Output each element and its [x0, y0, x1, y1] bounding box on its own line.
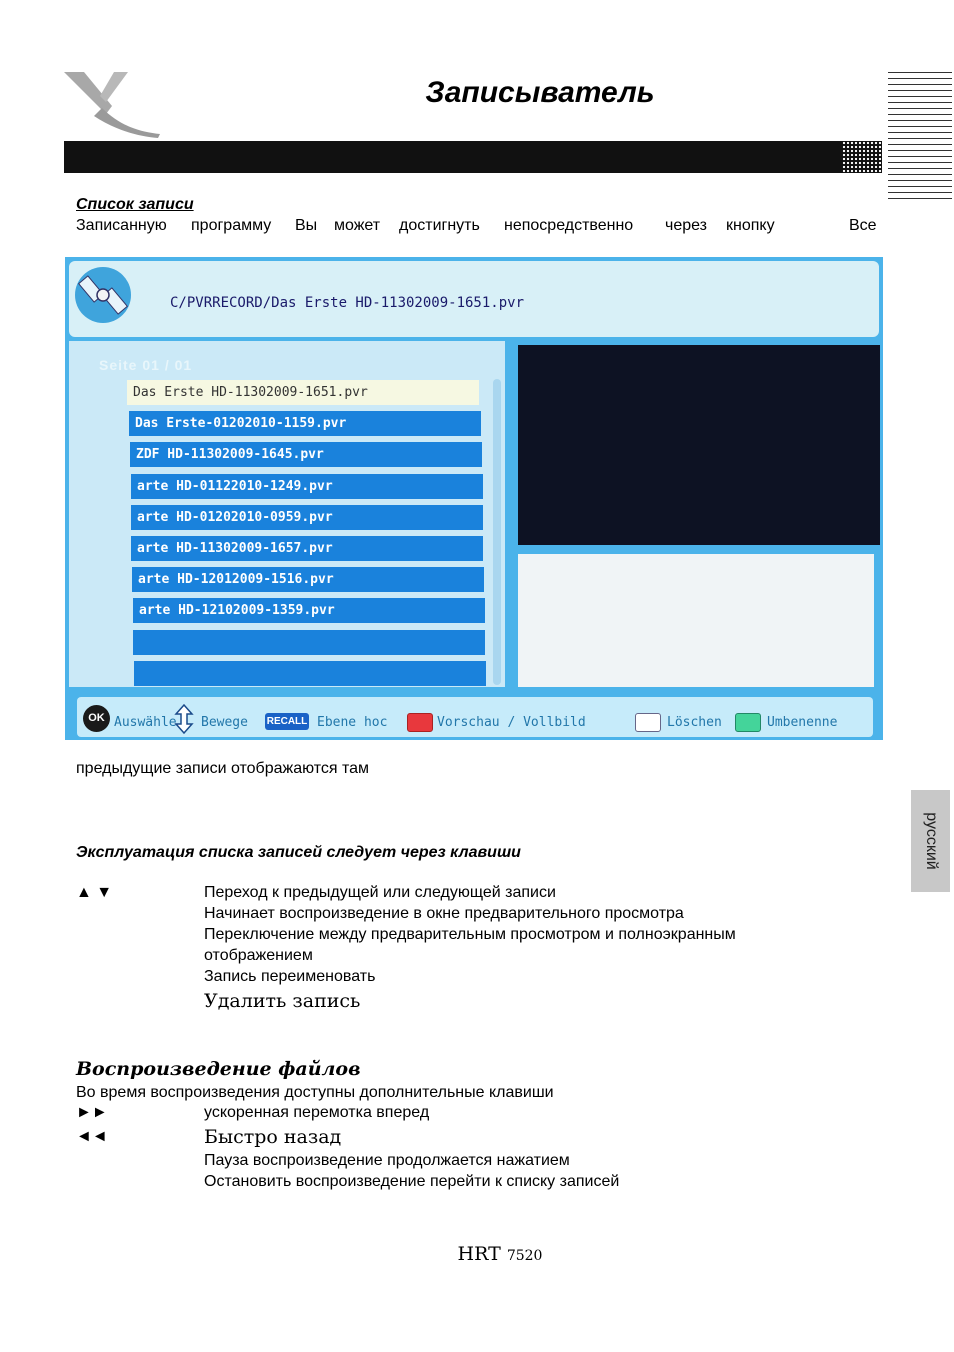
- file-row[interactable]: arte HD-01122010-1249.pvr: [131, 474, 483, 499]
- key-symbol-rewind: ◄◄: [76, 1128, 108, 1145]
- file-row[interactable]: Das Erste-01202010-1159.pvr: [129, 411, 481, 436]
- key-description: Начинает воспроизведение в окне предварительного просмотра: [204, 905, 684, 922]
- page-indicator: Seite 01 / 01: [99, 357, 193, 373]
- ok-key-icon: OK: [83, 705, 110, 732]
- section-heading-record-list: Список записи: [76, 196, 194, 213]
- up-down-arrow-icon: [173, 703, 195, 735]
- key-description: Быстро назад: [204, 1126, 342, 1148]
- file-row[interactable]: [134, 661, 486, 686]
- hint-preview: Vorschau / Vollbild: [437, 715, 586, 730]
- hint-move: Bewege: [201, 715, 248, 730]
- key-description: Удалить запись: [204, 990, 361, 1012]
- recall-key-icon: RECALL: [265, 713, 309, 730]
- preview-info-panel: [518, 554, 874, 687]
- key-description: Переход к предыдущей или следующей записи: [204, 884, 556, 901]
- key-symbol-up-down: ▲ ▼: [76, 884, 113, 901]
- green-key-icon: [735, 713, 761, 732]
- file-row[interactable]: [133, 630, 485, 655]
- footer-brand-name: HRT: [457, 1243, 501, 1265]
- file-row[interactable]: arte HD-01202010-0959.pvr: [131, 505, 483, 530]
- key-symbol-fast-forward: ►►: [76, 1104, 108, 1121]
- hint-rename: Umbenenne: [767, 715, 838, 730]
- key-description: ускоренная перемотка вперед: [204, 1104, 430, 1121]
- footer-model: [0, 1243, 954, 1265]
- satellite-icon: [71, 263, 135, 327]
- section-heading-operation: Эксплуатация списка записей следует через клавиши: [76, 844, 521, 861]
- file-row[interactable]: arte HD-11302009-1657.pvr: [131, 536, 483, 561]
- word: Записанную: [76, 217, 167, 234]
- current-file-path: C/PVRRECORD/Das Erste HD-11302009-1651.pvr: [170, 295, 525, 311]
- hint-delete: Löschen: [667, 715, 722, 730]
- word: кнопку: [726, 217, 775, 234]
- file-row[interactable]: Das Erste HD-11302009-1651.pvr: [127, 380, 479, 405]
- word: непосредственно: [504, 217, 634, 234]
- red-key-icon: [407, 713, 433, 732]
- hint-level: Ebene hoc: [317, 715, 388, 730]
- language-tab: [911, 790, 950, 892]
- key-description: Пауза воспроизведение продолжается нажатием: [204, 1152, 570, 1169]
- word: Все: [849, 217, 877, 234]
- key-description: отображением: [204, 947, 313, 964]
- list-scrollbar[interactable]: [493, 379, 501, 685]
- word: через: [665, 217, 708, 234]
- file-row[interactable]: arte HD-12012009-1516.pvr: [132, 567, 484, 592]
- word: программу: [191, 217, 272, 234]
- file-row[interactable]: ZDF HD-11302009-1645.pvr: [130, 442, 482, 467]
- header-bar: [64, 141, 882, 173]
- screenshot-caption: предыдущие записи отображаются там: [76, 760, 370, 777]
- key-description: Переключение между предварительным просмотром и полноэкранным: [204, 926, 736, 943]
- hint-select: Auswähle: [114, 715, 177, 730]
- key-description: Запись переименовать: [204, 968, 376, 985]
- page-title: Записыватель: [425, 76, 655, 109]
- file-row[interactable]: arte HD-12102009-1359.pvr: [133, 598, 485, 623]
- decorative-stripes: [888, 72, 952, 200]
- pvr-screenshot: [65, 257, 883, 740]
- language-tab-label: русский: [922, 812, 940, 870]
- footer-model-number: 7520: [506, 1248, 543, 1264]
- section-heading-playback: Воспроизведение файлов: [76, 1058, 361, 1080]
- word: достигнуть: [399, 217, 480, 234]
- white-key-icon: [635, 713, 661, 732]
- section3-intro: Во время воспроизведения доступны дополнительные клавиши: [76, 1084, 554, 1101]
- word: Вы: [295, 217, 318, 234]
- decorative-dots: [842, 141, 882, 173]
- brand-x-logo: [62, 68, 162, 138]
- key-description: Остановить воспроизведение перейти к списку записей: [204, 1173, 620, 1190]
- preview-video-window: [518, 345, 880, 545]
- word: может: [334, 217, 381, 234]
